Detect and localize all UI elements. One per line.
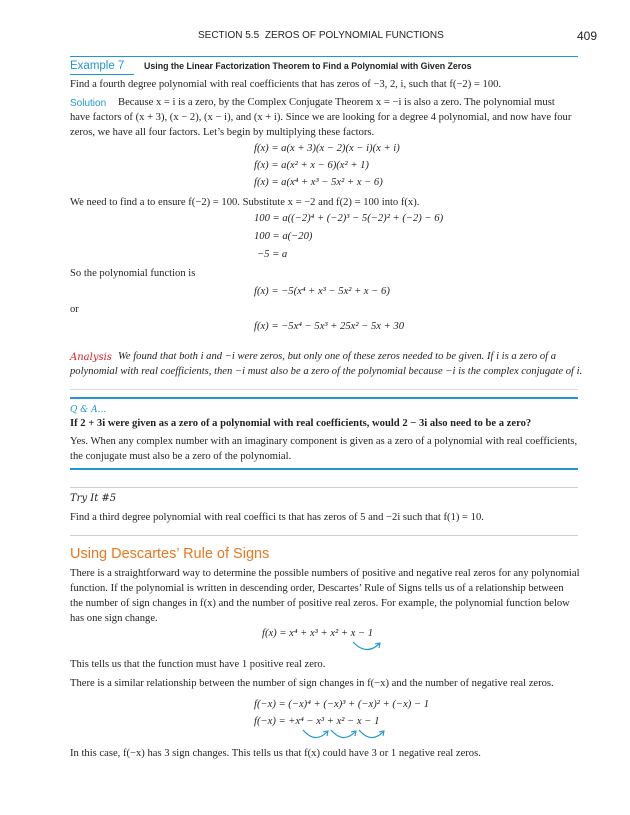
solution-line-2: have factors of (x + 3), (x − 2), (x − i), and (x + i). Since we are looking for a degree 4 polynomial, and now have four (70, 112, 572, 123)
equation-final-2: f(x) = −5x⁴ − 5x³ + 25x² − 5x + 30 (254, 321, 404, 332)
so-text: So the polynomial function is (70, 268, 196, 279)
analysis-line-2: polynomial with real coefficients, then −i must also be a zero of the polynomial because −i is the complex conjugate of i. (70, 366, 583, 377)
analysis-line-1: We found that both i and −i were zeros, but only one of these zeros needed to be given. If i is a zero of a (118, 351, 556, 362)
descartes-tells-1: This tells us that the function must have 1 positive real zero. (70, 659, 326, 670)
descartes-para-line-3: the number of sign changes in f(x) and the number of positive real zeros. For example, the polynomial function below (70, 598, 570, 609)
descartes-para-line-2-text: function. If the polynomial is written in descending order, Descartes’ Rule of Signs tells us of a relationship between (70, 583, 564, 594)
descartes-eq-2: f(−x) = (−x)⁴ + (−x)³ + (−x)² + (−x) − 1 (254, 699, 430, 710)
descartes-eq-1: f(x) = x⁴ + x³ + x² + x − 1 (262, 628, 374, 639)
descartes-para-line-2 (70, 583, 564, 594)
descartes-para-line-4: has one sign change. (70, 613, 158, 624)
qa-label: Q & A... (70, 405, 107, 415)
solution-label: Solution (70, 98, 107, 109)
example-title: Using the Linear Factorization Theorem to Find a Polynomial with Given Zeros (144, 61, 472, 71)
try-it-label: Try It #5 (70, 493, 117, 504)
descartes-tells-2: In this case, f(−x) has 3 sign changes. This tells us that f(x) could have 3 or 1 negative real zeros. (70, 748, 481, 759)
descartes-para-line-1: There is a straightforward way to determine the possible numbers of positive and negative real zeros for any polynomial (70, 568, 580, 579)
solution-line-1: Because x = i is a zero, by the Complex Conjugate Theorem x = −i is also a zero. The polynomial must (118, 97, 555, 108)
qa-question: If 2 + 3i were given as a zero of a polynomial with real coefficients, would 2 − 3i also need to be a zero? (70, 418, 532, 429)
sign-change-arc-1 (349, 640, 389, 656)
equation-solve-2: 100 = a(−20) (254, 231, 313, 242)
try-it-text: Find a third degree polynomial with real coeffici ts that has zeros of 5 and −2i such that f(1) = 10. (70, 512, 484, 523)
example-bottom-rule (70, 389, 578, 390)
try-it-top-rule (70, 487, 578, 488)
running-header (198, 30, 444, 41)
sign-change-arcs-neg (299, 727, 399, 745)
solution-line-3: zeros, we have all four factors. Let’s begin by multiplying these factors. (70, 127, 375, 138)
find-a-text: We need to find a to ensure f(−2) = 100. Substitute x = −2 and f(2) = 100 into f(x). (70, 197, 420, 208)
qa-answer-line-1: Yes. When any complex number with an imaginary component is given as a zero of a polynomial with real coefficients, (70, 436, 578, 447)
example-label-underline (70, 74, 134, 75)
equation-factor-3: f(x) = a(x⁴ + x³ − 5x² + x − 6) (254, 177, 383, 188)
equation-solve-1: 100 = a((−2)⁴ + (−2)³ − 5(−2)² + (−2) − 6) (254, 213, 444, 224)
section-title: ZEROS OF POLYNOMIAL FUNCTIONS (264, 30, 444, 41)
example-top-rule (70, 56, 578, 57)
analysis-label: Analysis (70, 352, 112, 363)
try-it-bottom-rule (70, 535, 578, 536)
descartes-eq-3: f(−x) = +x⁴ − x³ + x² − x − 1 (254, 716, 380, 727)
example-label: Example 7 (70, 60, 125, 72)
equation-factor-2: f(x) = a(x² + x − 6)(x² + 1) (254, 160, 369, 171)
section-heading: Using Descartes’ Rule of Signs (70, 546, 270, 562)
qa-answer-line-2: the conjugate must also be a zero of the polynomial. (70, 451, 292, 462)
qa-bottom-rule (70, 468, 578, 470)
qa-top-rule (70, 397, 578, 399)
example-problem: Find a fourth degree polynomial with real coefficients that has zeros of −3, 2, i, such that f(−2) = 100. (70, 79, 502, 90)
descartes-similar: There is a similar relationship between the number of sign changes in f(−x) and the number of negative real zeros. (70, 678, 554, 689)
section-label: SECTION 5.5 (198, 30, 260, 41)
or-text: or (70, 304, 79, 315)
equation-final-1: f(x) = −5(x⁴ + x³ − 5x² + x − 6) (254, 286, 390, 297)
page-number: 409 (577, 29, 598, 43)
equation-solve-3: −5 = a (257, 249, 288, 260)
equation-factor-1: f(x) = a(x + 3)(x − 2)(x − i)(x + i) (254, 143, 400, 154)
